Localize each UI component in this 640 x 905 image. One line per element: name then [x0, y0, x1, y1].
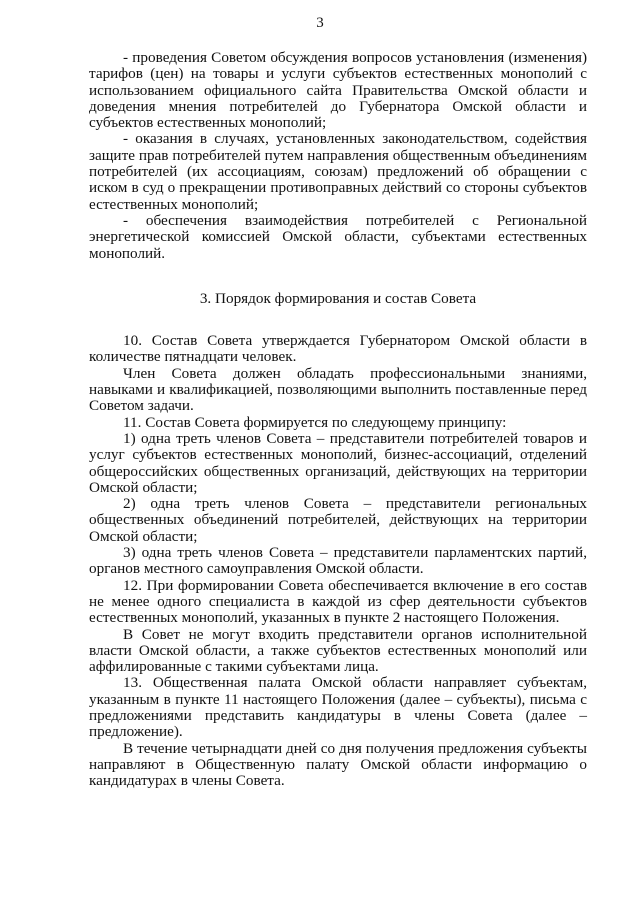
paragraph-interaction: - обеспечения взаимодействия потребителей с Региональной энергетической комиссией Омской области, субъектами естественных монополий.: [89, 211, 587, 262]
section-heading: 3. Порядок формирования и состав Совета: [199, 289, 477, 307]
page-number: 3: [316, 15, 324, 31]
paragraph-item-13: 13. Общественная палата Омской области направляет субъектам, указанным в пункте 11 настоящего Положения (далее – субъекты), письма с предложениями представить кандидатуры в члены Совета (далее – предложение).: [89, 674, 587, 741]
paragraph-exclusions: В Совет не могут входить представители органов исполнительной власти Омской области, а также субъектов естественных монополий или аффилированные с такими субъектами лица.: [89, 625, 587, 676]
document-body: [89, 50, 587, 789]
paragraph-item-11-1: 1) одна треть членов Совета – представители потребителей товаров и услуг субъектов естественных монополий, бизнес-ассоциаций, отделений общероссийских общественных организаций, действующих на территории Омской области;: [89, 429, 587, 496]
paragraph-item-11-3: 3) одна треть членов Совета – представители парламентских партий, органов местного самоуправления Омской области.: [89, 544, 587, 578]
paragraph-consumer-protection: - оказания в случаях, установленных законодательством, содействия защите прав потребителей путем направления общественным объединениям потребителей (их ассоциациям, союзам) предложений об обращении с иском в суд о прекращении противоправных действий со стороны субъектов естественных монополий;: [89, 130, 587, 213]
paragraph-member-requirements: Член Совета должен обладать профессиональными знаниями, навыками и квалификацией, позволяющими выполнить поставленные перед Советом задачи.: [89, 364, 587, 415]
paragraph-item-10: 10. Состав Совета утверждается Губернатором Омской области в количестве пятнадцати человек.: [89, 332, 587, 366]
paragraph-item-11-2: 2) одна треть членов Совета – представители региональных общественных объединений потребителей, действующих на территории Омской области;: [89, 495, 587, 545]
paragraph-consultations: - проведения Советом обсуждения вопросов установления (изменения) тарифов (цен) на товары и услуги субъектов естественных монополий с использованием официального сайта Правительства Омской области и доведения мнения потребителей до Губернатора Омской области и субъектов естественных монополий;: [89, 49, 587, 132]
paragraph-item-12: 12. При формировании Совета обеспечивается включение в его состав не менее одного специалиста в каждой из сфер деятельности субъектов естественных монополий, указанных в пункте 2 настоящего Положения.: [89, 576, 587, 627]
paragraph-item-11: 11. Состав Совета формируется по следующему принципу:: [123, 413, 507, 431]
paragraph-candidate-deadline: В течение четырнадцати дней со дня получения предложения субъекты направляют в Общественную палату Омской области информацию о кандидатурах в члены Совета.: [89, 739, 587, 790]
